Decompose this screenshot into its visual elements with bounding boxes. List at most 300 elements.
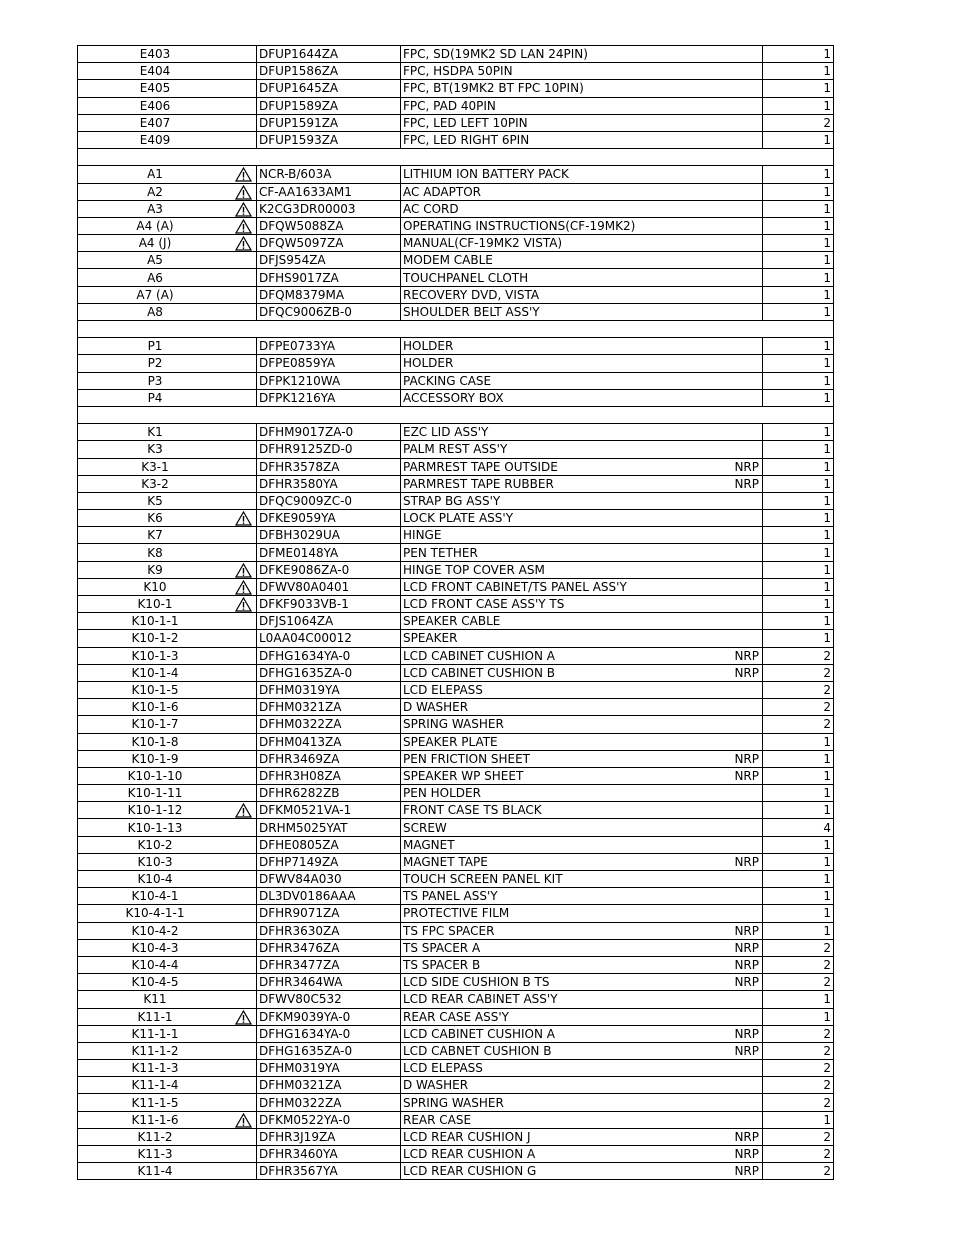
quantity-cell: 1	[763, 355, 834, 372]
quantity-cell: 2	[763, 664, 834, 681]
safety-mark-cell	[230, 613, 257, 630]
separator-row	[78, 321, 834, 338]
ref-no-cell: K11	[78, 991, 231, 1008]
safety-mark-cell	[230, 819, 257, 836]
quantity-cell: 1	[763, 578, 834, 595]
description-cell	[401, 596, 763, 613]
ref-no-cell: K10-4-3	[78, 939, 231, 956]
quantity-cell: 2	[763, 699, 834, 716]
part-no-cell: DFHR3630ZA	[257, 922, 401, 939]
separator-cell	[401, 406, 763, 423]
description-text: SHOULDER BELT ASS'Y	[403, 304, 540, 319]
ref-no-cell: K11-4	[78, 1163, 231, 1180]
nrp-remark: NRP	[734, 957, 759, 972]
description-text: LCD REAR CUSHION A	[403, 1147, 536, 1162]
safety-mark-cell	[230, 355, 257, 372]
part-no-cell: DFPK1216YA	[257, 389, 401, 406]
description-cell	[401, 1163, 763, 1180]
parts-list-body	[78, 46, 834, 1180]
part-no-cell: CF-AA1633AM1	[257, 183, 401, 200]
table-row	[78, 836, 834, 853]
part-no-cell: NCR-B/603A	[257, 166, 401, 183]
quantity-cell: 1	[763, 733, 834, 750]
table-row	[78, 166, 834, 183]
quantity-cell: 1	[763, 372, 834, 389]
description-text: AC ADAPTOR	[403, 184, 481, 199]
nrp-remark: NRP	[734, 459, 759, 474]
description-cell	[401, 441, 763, 458]
ref-no-cell: A2	[78, 183, 231, 200]
description-text: PROTECTIVE FILM	[403, 906, 510, 921]
description-cell	[401, 681, 763, 698]
part-no-cell: DFHM0322ZA	[257, 716, 401, 733]
quantity-cell: 1	[763, 303, 834, 320]
part-no-cell: DFHM0322ZA	[257, 1094, 401, 1111]
part-no-cell: DFHM0413ZA	[257, 733, 401, 750]
part-no-cell: DRHM5025YAT	[257, 819, 401, 836]
quantity-cell: 4	[763, 819, 834, 836]
separator-cell	[401, 321, 763, 338]
description-text: EZC LID ASS'Y	[403, 425, 489, 440]
description-cell	[401, 475, 763, 492]
quantity-cell: 1	[763, 905, 834, 922]
quantity-cell: 1	[763, 286, 834, 303]
description-cell	[401, 166, 763, 183]
ref-no-cell: A1	[78, 166, 231, 183]
quantity-cell: 2	[763, 1163, 834, 1180]
description-cell	[401, 767, 763, 784]
safety-mark-cell	[230, 956, 257, 973]
description-cell	[401, 389, 763, 406]
safety-mark-cell	[230, 1025, 257, 1042]
quantity-cell: 2	[763, 647, 834, 664]
safety-mark-cell	[230, 871, 257, 888]
safety-mark-cell	[230, 785, 257, 802]
ref-no-cell: K3	[78, 441, 231, 458]
separator-cell	[78, 149, 231, 166]
description-text: TOUCHPANEL CLOTH	[403, 270, 529, 285]
part-no-cell: DFHR3H08ZA	[257, 767, 401, 784]
description-cell	[401, 372, 763, 389]
safety-mark-cell	[230, 853, 257, 870]
description-cell	[401, 802, 763, 819]
quantity-cell: 2	[763, 956, 834, 973]
safety-mark-cell	[230, 1060, 257, 1077]
table-row	[78, 956, 834, 973]
safety-mark-cell	[230, 166, 257, 183]
safety-mark-cell	[230, 235, 257, 252]
table-row	[78, 492, 834, 509]
ref-no-cell: K10-1-12	[78, 802, 231, 819]
table-row	[78, 389, 834, 406]
part-no-cell: DFHG1635ZA-0	[257, 1042, 401, 1059]
safety-mark-cell	[230, 905, 257, 922]
separator-cell	[257, 321, 401, 338]
ref-no-cell: K10-1-10	[78, 767, 231, 784]
table-row	[78, 286, 834, 303]
description-text: PALM REST ASS'Y	[403, 442, 508, 457]
part-no-cell: DFHG1635ZA-0	[257, 664, 401, 681]
nrp-remark: NRP	[734, 648, 759, 663]
table-row	[78, 664, 834, 681]
description-text: FPC, SD(19MK2 SD LAN 24PIN)	[403, 47, 588, 62]
part-no-cell: DFHM0321ZA	[257, 1077, 401, 1094]
ref-no-cell: K7	[78, 527, 231, 544]
description-cell	[401, 338, 763, 355]
safety-mark-cell	[230, 974, 257, 991]
safety-mark-cell	[230, 1128, 257, 1145]
table-row	[78, 561, 834, 578]
description-text: PACKING CASE	[403, 373, 492, 388]
part-no-cell: DFKM0522YA-0	[257, 1111, 401, 1128]
description-cell	[401, 183, 763, 200]
safety-mark-cell	[230, 97, 257, 114]
part-no-cell: DFQC9009ZC-0	[257, 492, 401, 509]
description-text: LCD REAR CABINET ASS'Y	[403, 992, 558, 1007]
part-no-cell: DFHR3477ZA	[257, 956, 401, 973]
description-cell	[401, 578, 763, 595]
table-row	[78, 424, 834, 441]
part-no-cell: DFHM9017ZA-0	[257, 424, 401, 441]
description-text: D WASHER	[403, 1078, 469, 1093]
description-text: SCREW	[403, 820, 447, 835]
table-row	[78, 596, 834, 613]
table-row	[78, 939, 834, 956]
description-cell	[401, 630, 763, 647]
safety-mark-cell	[230, 389, 257, 406]
ref-no-cell: K10-1-4	[78, 664, 231, 681]
ref-no-cell: E404	[78, 63, 231, 80]
warning-triangle-icon	[235, 597, 252, 612]
safety-mark-cell	[230, 939, 257, 956]
part-no-cell: DFHR9125ZD-0	[257, 441, 401, 458]
separator-cell	[401, 149, 763, 166]
ref-no-cell: A4 (J)	[78, 235, 231, 252]
ref-no-cell: K10-1-2	[78, 630, 231, 647]
nrp-remark: NRP	[734, 854, 759, 869]
description-cell	[401, 458, 763, 475]
part-no-cell: DFBH3029UA	[257, 527, 401, 544]
ref-no-cell: K8	[78, 544, 231, 561]
safety-mark-cell	[230, 664, 257, 681]
description-text: LCD FRONT CABINET/TS PANEL ASS'Y	[403, 579, 627, 594]
ref-no-cell: K11-1-4	[78, 1077, 231, 1094]
separator-cell	[230, 406, 257, 423]
description-text: LCD ELEPASS	[403, 683, 483, 698]
safety-mark-cell	[230, 303, 257, 320]
safety-mark-cell	[230, 492, 257, 509]
ref-no-cell: K11-1	[78, 1008, 231, 1025]
description-text: FPC, HSDPA 50PIN	[403, 64, 513, 79]
table-row	[78, 510, 834, 527]
description-cell	[401, 252, 763, 269]
quantity-cell: 1	[763, 200, 834, 217]
table-row	[78, 613, 834, 630]
table-row	[78, 544, 834, 561]
description-cell	[401, 63, 763, 80]
description-cell	[401, 613, 763, 630]
separator-cell	[78, 406, 231, 423]
description-text: HINGE TOP COVER ASM	[403, 562, 545, 577]
ref-no-cell: P3	[78, 372, 231, 389]
nrp-remark: NRP	[734, 1129, 759, 1144]
quantity-cell: 2	[763, 1042, 834, 1059]
ref-no-cell: K11-1-2	[78, 1042, 231, 1059]
part-no-cell: DFHS9017ZA	[257, 269, 401, 286]
table-row	[78, 303, 834, 320]
description-text: TS PANEL ASS'Y	[403, 889, 498, 904]
safety-mark-cell	[230, 1077, 257, 1094]
ref-no-cell: K10-1-9	[78, 750, 231, 767]
description-text: LCD FRONT CASE ASS'Y TS	[403, 597, 565, 612]
safety-mark-cell	[230, 286, 257, 303]
description-cell	[401, 544, 763, 561]
quantity-cell: 2	[763, 1146, 834, 1163]
table-row	[78, 1146, 834, 1163]
part-no-cell: DFPK1210WA	[257, 372, 401, 389]
quantity-cell: 1	[763, 183, 834, 200]
description-cell	[401, 235, 763, 252]
description-text: ACCESSORY BOX	[403, 390, 504, 405]
table-row	[78, 716, 834, 733]
description-cell	[401, 750, 763, 767]
separator-cell	[230, 321, 257, 338]
description-cell	[401, 561, 763, 578]
description-cell	[401, 699, 763, 716]
quantity-cell: 1	[763, 1008, 834, 1025]
safety-mark-cell	[230, 578, 257, 595]
part-no-cell: DFQC9006ZB-0	[257, 303, 401, 320]
description-cell	[401, 991, 763, 1008]
table-row	[78, 871, 834, 888]
part-no-cell: K2CG3DR00003	[257, 200, 401, 217]
description-text: LOCK PLATE ASS'Y	[403, 511, 514, 526]
description-cell	[401, 510, 763, 527]
quantity-cell: 2	[763, 1025, 834, 1042]
description-text: MANUAL(CF-19MK2 VISTA)	[403, 236, 563, 251]
separator-cell	[230, 149, 257, 166]
table-row	[78, 853, 834, 870]
warning-triangle-icon	[235, 167, 252, 182]
quantity-cell: 1	[763, 475, 834, 492]
part-no-cell: DFJS954ZA	[257, 252, 401, 269]
nrp-remark: NRP	[734, 1026, 759, 1041]
safety-mark-cell	[230, 441, 257, 458]
safety-mark-cell	[230, 131, 257, 148]
table-row	[78, 200, 834, 217]
table-row	[78, 733, 834, 750]
safety-mark-cell	[230, 888, 257, 905]
table-row	[78, 785, 834, 802]
quantity-cell: 1	[763, 492, 834, 509]
table-row	[78, 355, 834, 372]
description-text: PARMREST TAPE OUTSIDE	[403, 459, 558, 474]
description-text: HOLDER	[403, 339, 454, 354]
safety-mark-cell	[230, 46, 257, 63]
table-row	[78, 1025, 834, 1042]
description-cell	[401, 1060, 763, 1077]
separator-row	[78, 149, 834, 166]
description-cell	[401, 1146, 763, 1163]
quantity-cell: 1	[763, 389, 834, 406]
table-row	[78, 114, 834, 131]
safety-mark-cell	[230, 217, 257, 234]
ref-no-cell: K11-1-6	[78, 1111, 231, 1128]
description-text: TS FPC SPACER	[403, 923, 495, 938]
description-cell	[401, 217, 763, 234]
ref-no-cell: K10-1	[78, 596, 231, 613]
table-row	[78, 1111, 834, 1128]
separator-cell	[763, 406, 834, 423]
description-text: REAR CASE ASS'Y	[403, 1009, 509, 1024]
description-text: STRAP BG ASS'Y	[403, 493, 501, 508]
table-row	[78, 578, 834, 595]
part-no-cell: DFUP1593ZA	[257, 131, 401, 148]
description-text: SPRING WASHER	[403, 717, 504, 732]
description-cell	[401, 527, 763, 544]
description-cell	[401, 1077, 763, 1094]
separator-cell	[78, 321, 231, 338]
ref-no-cell: K9	[78, 561, 231, 578]
safety-mark-cell	[230, 630, 257, 647]
table-row	[78, 630, 834, 647]
quantity-cell: 1	[763, 802, 834, 819]
safety-mark-cell	[230, 510, 257, 527]
description-text: PEN TETHER	[403, 545, 478, 560]
table-row	[78, 974, 834, 991]
part-no-cell: DFUP1591ZA	[257, 114, 401, 131]
table-row	[78, 922, 834, 939]
description-text: FPC, PAD 40PIN	[403, 98, 496, 113]
ref-no-cell: E406	[78, 97, 231, 114]
part-no-cell: DFQW5097ZA	[257, 235, 401, 252]
safety-mark-cell	[230, 200, 257, 217]
description-cell	[401, 819, 763, 836]
table-row	[78, 97, 834, 114]
quantity-cell: 1	[763, 63, 834, 80]
description-cell	[401, 664, 763, 681]
nrp-remark: NRP	[734, 751, 759, 766]
quantity-cell: 1	[763, 338, 834, 355]
safety-mark-cell	[230, 338, 257, 355]
part-no-cell: DFHR6282ZB	[257, 785, 401, 802]
description-text: LITHIUM ION BATTERY PACK	[403, 167, 569, 182]
table-row	[78, 63, 834, 80]
nrp-remark: NRP	[734, 768, 759, 783]
separator-cell	[257, 149, 401, 166]
warning-triangle-icon	[235, 1113, 252, 1128]
table-row	[78, 681, 834, 698]
part-no-cell: DL3DV0186AAA	[257, 888, 401, 905]
table-row	[78, 647, 834, 664]
part-no-cell: DFUP1644ZA	[257, 46, 401, 63]
description-cell	[401, 303, 763, 320]
description-cell	[401, 114, 763, 131]
part-no-cell: DFUP1586ZA	[257, 63, 401, 80]
table-row	[78, 131, 834, 148]
nrp-remark: NRP	[734, 1164, 759, 1179]
part-no-cell: DFHG1634YA-0	[257, 647, 401, 664]
part-no-cell: DFHR3476ZA	[257, 939, 401, 956]
safety-mark-cell	[230, 767, 257, 784]
part-no-cell: DFKE9059YA	[257, 510, 401, 527]
part-no-cell: DFUP1645ZA	[257, 80, 401, 97]
safety-mark-cell	[230, 63, 257, 80]
part-no-cell: DFKM0521VA-1	[257, 802, 401, 819]
description-cell	[401, 905, 763, 922]
quantity-cell: 2	[763, 681, 834, 698]
quantity-cell: 2	[763, 939, 834, 956]
description-cell	[401, 647, 763, 664]
parts-list-table	[77, 45, 834, 1180]
ref-no-cell: K10-4-1-1	[78, 905, 231, 922]
ref-no-cell: E407	[78, 114, 231, 131]
safety-mark-cell	[230, 733, 257, 750]
description-text: MODEM CABLE	[403, 253, 493, 268]
safety-mark-cell	[230, 802, 257, 819]
safety-mark-cell	[230, 114, 257, 131]
separator-cell	[763, 321, 834, 338]
part-no-cell: DFHM0319YA	[257, 1060, 401, 1077]
description-text: REAR CASE	[403, 1112, 472, 1127]
safety-mark-cell	[230, 80, 257, 97]
ref-no-cell: K6	[78, 510, 231, 527]
description-text: LCD SIDE CUSHION B TS	[403, 975, 550, 990]
table-row	[78, 80, 834, 97]
quantity-cell: 1	[763, 235, 834, 252]
safety-mark-cell	[230, 544, 257, 561]
part-no-cell: DFUP1589ZA	[257, 97, 401, 114]
ref-no-cell: K10-1-6	[78, 699, 231, 716]
description-text: HINGE	[403, 528, 442, 543]
safety-mark-cell	[230, 1094, 257, 1111]
ref-no-cell: P2	[78, 355, 231, 372]
part-no-cell: DFJS1064ZA	[257, 613, 401, 630]
ref-no-cell: K10-1-3	[78, 647, 231, 664]
quantity-cell: 1	[763, 767, 834, 784]
description-cell	[401, 1025, 763, 1042]
ref-no-cell: K10-4-2	[78, 922, 231, 939]
table-row	[78, 372, 834, 389]
description-cell	[401, 355, 763, 372]
table-row	[78, 183, 834, 200]
safety-mark-cell	[230, 424, 257, 441]
quantity-cell: 2	[763, 974, 834, 991]
part-no-cell: DFHR3567YA	[257, 1163, 401, 1180]
table-row	[78, 888, 834, 905]
description-text: TS SPACER B	[403, 958, 481, 973]
ref-no-cell: E405	[78, 80, 231, 97]
table-row	[78, 1163, 834, 1180]
quantity-cell: 2	[763, 716, 834, 733]
quantity-cell: 1	[763, 97, 834, 114]
ref-no-cell: K11-1-3	[78, 1060, 231, 1077]
description-cell	[401, 836, 763, 853]
ref-no-cell: K10-1-1	[78, 613, 231, 630]
table-row	[78, 458, 834, 475]
description-cell	[401, 1008, 763, 1025]
description-cell	[401, 200, 763, 217]
description-text: LCD CABINET CUSHION B	[403, 665, 555, 680]
separator-cell	[763, 149, 834, 166]
safety-mark-cell	[230, 1042, 257, 1059]
safety-mark-cell	[230, 1163, 257, 1180]
table-row	[78, 767, 834, 784]
description-cell	[401, 80, 763, 97]
quantity-cell: 2	[763, 1094, 834, 1111]
quantity-cell: 1	[763, 785, 834, 802]
quantity-cell: 1	[763, 131, 834, 148]
